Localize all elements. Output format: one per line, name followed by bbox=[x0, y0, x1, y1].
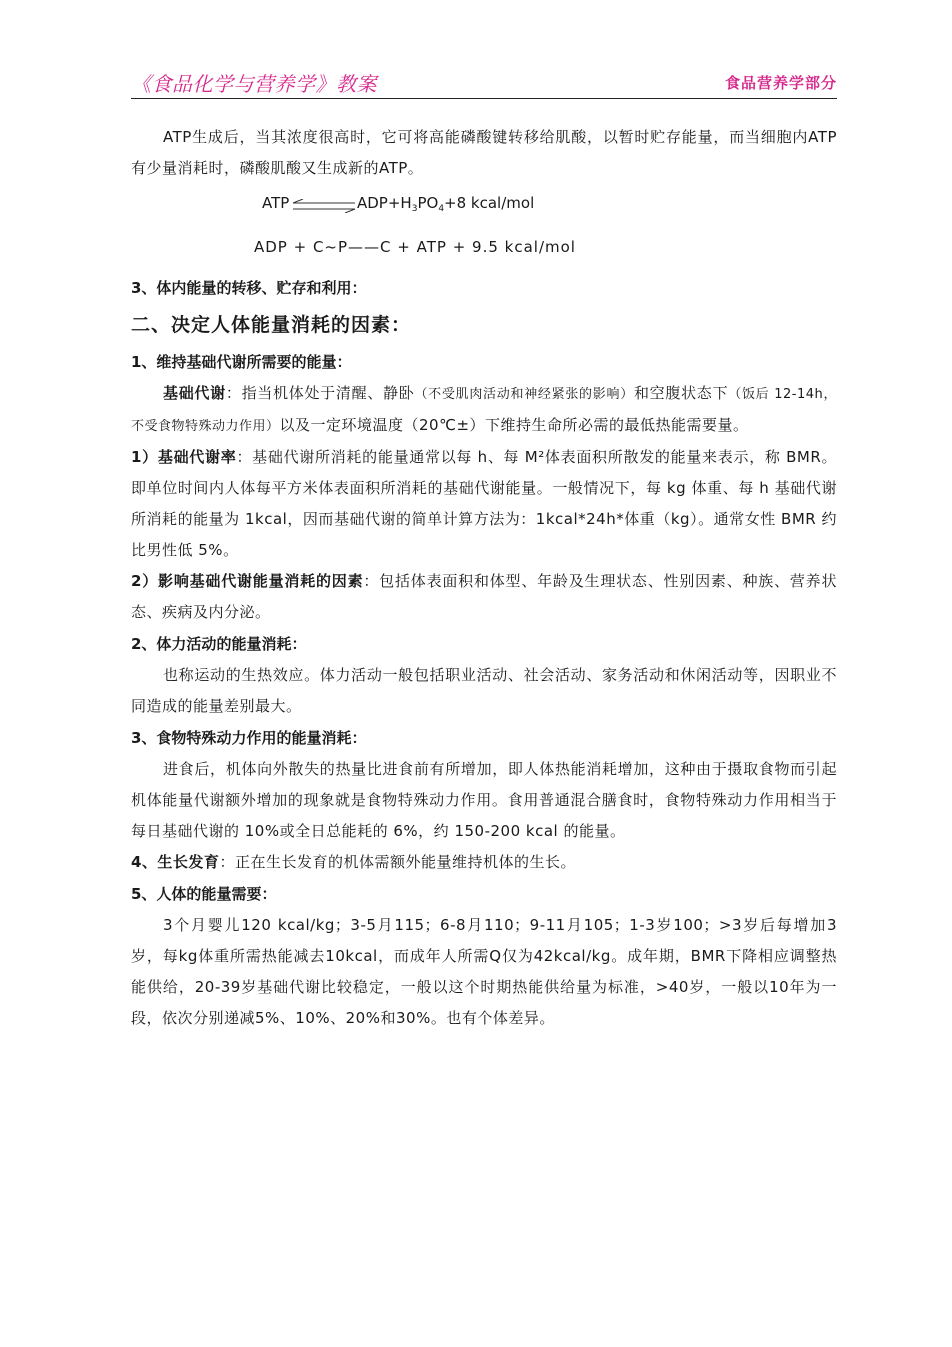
term-bmr-factors: 2）影响基础代谢能量消耗的因素 bbox=[131, 572, 364, 590]
equation-creatine-phosphate bbox=[131, 228, 837, 272]
equation-rhs bbox=[357, 194, 534, 214]
paragraph-bmr-definition bbox=[131, 378, 837, 442]
bmr-text-3: 以及一定环境温度（20℃±）下维持生命所必需的最低热能需要量。 bbox=[279, 416, 749, 434]
bmr-text-1: ：指当机体处于清醒、静卧 bbox=[225, 384, 415, 402]
equilibrium-arrow-icon bbox=[291, 199, 357, 213]
paragraph-physical-activity: 也称运动的生热效应。体力活动一般包括职业活动、社会活动、家务活动和休闲活动等，因职业不同造成的能量差别最大。 bbox=[131, 666, 837, 715]
term-bmr-rate: 1）基础代谢率 bbox=[131, 448, 237, 466]
term-growth: 4、生长发育 bbox=[131, 853, 220, 871]
heading-basal-metabolism: 1、维持基础代谢所需要的能量： bbox=[131, 353, 352, 371]
paragraph-atp: ATP生成后，当其浓度很高时，它可将高能磷酸键转移给肌酸，以暂时贮存能量，而当细胞内ATP有少量消耗时，磷酸肌酸又生成新的ATP。 bbox=[131, 128, 837, 177]
term-bmr: 基础代谢 bbox=[163, 384, 226, 402]
equation-lhs: ATP bbox=[262, 194, 290, 212]
heading-physical-activity: 2、体力活动的能量消耗： bbox=[131, 635, 307, 653]
paragraph-specific-dynamic-action: 进食后，机体向外散失的热量比进食前有所增加，即人体热能消耗增加，这种由于摄取食物而引起机体能量代谢额外增加的现象就是食物特殊动力作用。食用普通混合膳食时，食物特殊动力作用相当于每日基础代谢的 10%或全日总能耗的 6%，约 150-200 kcal 的能量。 bbox=[131, 760, 837, 840]
eq-rhs-part-c: +8 kcal/mol bbox=[444, 194, 535, 212]
page-header bbox=[131, 66, 837, 99]
equation-text: ADP + C~P——C + ATP + 9.5 kcal/mol bbox=[254, 238, 576, 256]
bmr-note-1: （不受肌肉活动和神经紧张的影响） bbox=[414, 387, 634, 402]
bmr-text-2: 和空腹状态下 bbox=[633, 384, 729, 402]
bmr-rate-text: ：基础代谢所消耗的能量通常以每 h、每 M²体表面积所散发的能量来表示，称 BMR。即单位时间内人体每平方米体表面积所消耗的基础代谢能量。一般情况下，每 kg 体重、每 h 基础代谢所消耗的能量为 1kcal，因而基础代谢的简单计算方法为：1kcal*24h*体重（kg）。通常女性 BMR 约比男性低 5%。 bbox=[131, 448, 837, 559]
header-section: 食品营养学部分 bbox=[724, 74, 837, 92]
header-title: 《食品化学与营养学》教案 bbox=[131, 72, 377, 96]
eq-sub-4: 4 bbox=[438, 204, 445, 214]
bmr-note-2: （饭后 12-14h，不受食物特殊动力作用） bbox=[131, 387, 837, 434]
heading-section-two: 二、决定人体能量消耗的因素： bbox=[131, 314, 412, 336]
growth-text: ：正在生长发育的机体需额外能量维持机体的生长。 bbox=[219, 853, 576, 871]
eq-rhs-part-a: ADP+H bbox=[357, 194, 412, 212]
eq-rhs-part-b: PO bbox=[417, 194, 439, 212]
page-content bbox=[131, 122, 837, 1034]
equation-atp-hydrolysis bbox=[131, 184, 837, 228]
heading-specific-dynamic-action: 3、食物特殊动力作用的能量消耗： bbox=[131, 729, 367, 747]
eq-sub-3: 3 bbox=[411, 204, 418, 214]
heading-energy-transfer: 3、体内能量的转移、贮存和利用： bbox=[131, 279, 367, 297]
paragraph-bmr-factors bbox=[131, 566, 837, 628]
paragraph-growth bbox=[131, 847, 837, 878]
paragraph-bmr-rate bbox=[131, 442, 837, 566]
bmr-factors-text: ：包括体表面积和体型、年龄及生理状态、性别因素、种族、营养状态、疾病及内分泌。 bbox=[131, 572, 837, 621]
paragraph-energy-needs: 3个月婴儿120 kcal/kg；3-5月115；6-8月110；9-11月105；1-3岁100；>3岁后每增加3岁，每kg体重所需热能减去10kcal，而成年人所需Q仅为42kcal/kg。成年期，BMR下降相应调整热能供给，20-39岁基础代谢比较稳定，一般以这个时期热能供给量为标准，>40岁，一般以10年为一段，依次分别递减5%、10%、20%和30%。也有个体差异。 bbox=[131, 916, 837, 1027]
heading-energy-needs: 5、人体的能量需要： bbox=[131, 885, 277, 903]
